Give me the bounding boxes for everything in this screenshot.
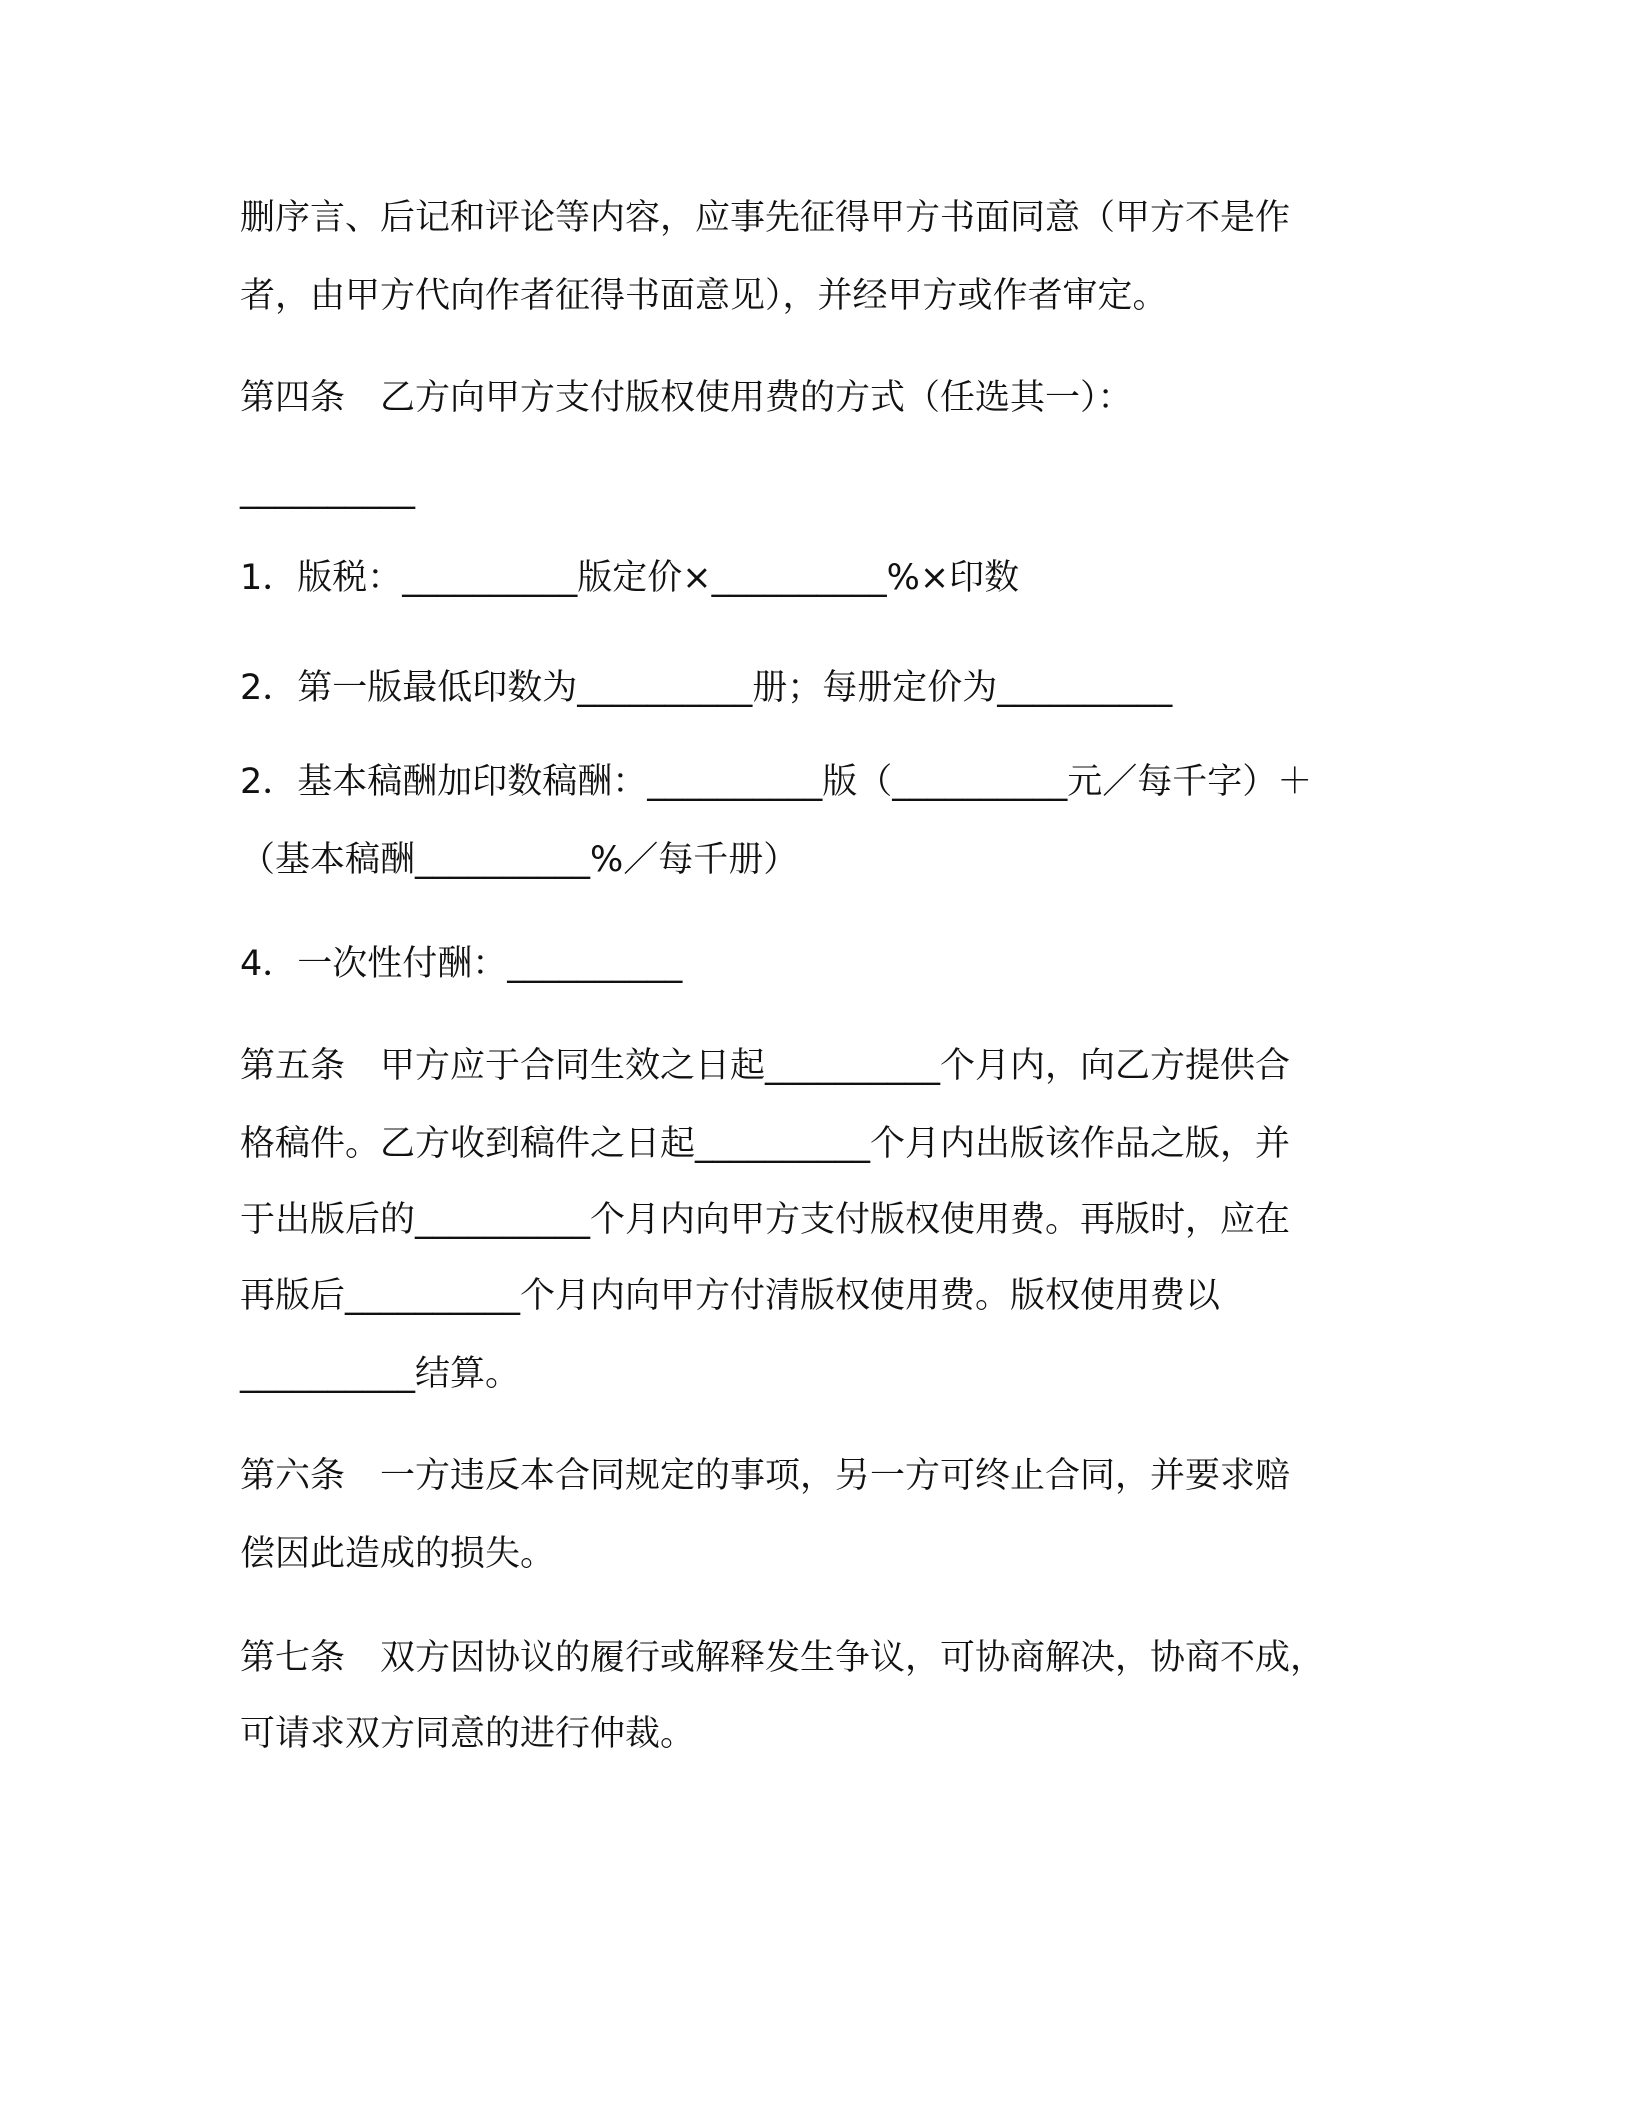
blank-line: __________ [240, 470, 415, 510]
article-5-heading: 第五条 甲方应于合同生效之日起__________个月内，向乙方提供合 [240, 1046, 1291, 1086]
text-line: 偿因此造成的损失。 [240, 1534, 556, 1574]
text-line: （基本稿酬__________%／每千册） [240, 840, 799, 880]
article-4-heading: 第四条 乙方向甲方支付版权使用费的方式（任选其一）： [240, 378, 1133, 418]
article-6-heading: 第六条 一方违反本合同规定的事项，另一方可终止合同，并要求赔 [240, 1456, 1291, 1496]
text-line: 于出版后的__________个月内向甲方支付版权使用费。再版时，应在 [240, 1200, 1291, 1240]
text-line: 再版后__________个月内向甲方付清版权使用费。版权使用费以 [240, 1276, 1221, 1316]
article-7-heading: 第七条 双方因协议的履行或解释发生争议，可协商解决，协商不成， [240, 1638, 1326, 1678]
text-line: 格稿件。乙方收到稿件之日起__________个月内出版该作品之版，并 [240, 1124, 1291, 1164]
option-royalty: 1．版税：__________版定价×__________%×印数 [240, 558, 1020, 598]
text-line: 者，由甲方代向作者征得书面意见），并经甲方或作者审定。 [240, 276, 1168, 316]
text-line: __________结算。 [240, 1354, 521, 1394]
option-first-edition: 2．第一版最低印数为__________册；每册定价为__________ [240, 668, 1173, 708]
option-basic-fee: 2．基本稿酬加印数稿酬：__________版（__________元／每千字）＋ [240, 762, 1313, 802]
option-lump-sum: 4．一次性付酬：__________ [240, 944, 683, 984]
text-line: 删序言、后记和评论等内容，应事先征得甲方书面同意（甲方不是作 [240, 198, 1291, 238]
text-line: 可请求双方同意的进行仲裁。 [240, 1714, 696, 1754]
